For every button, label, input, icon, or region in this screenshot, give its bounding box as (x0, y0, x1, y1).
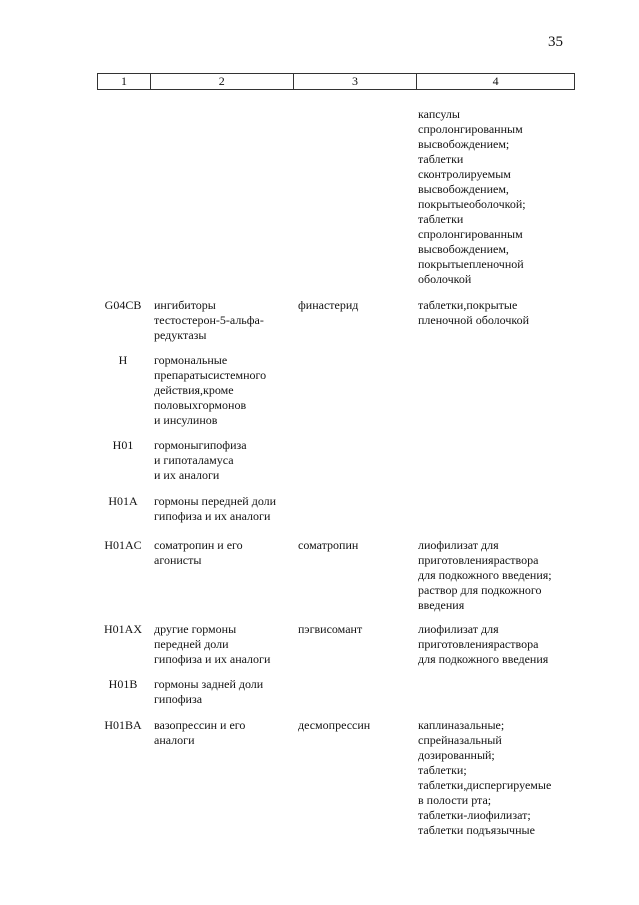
drug-name: пэгвисомант (298, 622, 363, 636)
text-line: гипофиза (154, 692, 203, 706)
anatomical-group (154, 298, 293, 343)
drug-name: соматропин (298, 538, 359, 552)
text-line: гипофиза и их аналоги (154, 652, 271, 666)
text-line: капсулы (418, 107, 460, 121)
text-line: редуктазы (154, 328, 207, 342)
text-line: покрытыепленочной (418, 257, 524, 271)
dosage-forms (418, 107, 572, 287)
text-line: гипофиза и их аналоги (154, 509, 271, 523)
table-header (97, 73, 575, 90)
text-line: в полости рта; (418, 793, 492, 807)
text-line: таблетки-лиофилизат; (418, 808, 531, 822)
text-line: препаратысистемного (154, 368, 267, 382)
anatomical-group (154, 538, 293, 568)
text-line: гормоны задней доли (154, 677, 264, 691)
text-line: дозированный; (418, 748, 495, 762)
text-line: таблетки подъязычные (418, 823, 535, 837)
text-line: спрейназальный (418, 733, 502, 747)
anatomical-group (154, 677, 293, 707)
page-number: 35 (548, 34, 563, 50)
text-line: для подкожного введения (418, 652, 549, 666)
anatomical-group (154, 438, 293, 483)
header-col-4: 4 (417, 74, 575, 89)
text-line: для подкожного введения; (418, 568, 552, 582)
text-line: и гипоталамуса (154, 453, 234, 467)
text-line: раствор для подкожного (418, 583, 542, 597)
text-line: действия,кроме (154, 383, 234, 397)
header-col-3: 3 (294, 74, 418, 89)
text-line: спролонгированным (418, 227, 523, 241)
text-line: введения (418, 598, 465, 612)
anatomical-group (154, 353, 293, 428)
text-line: соматропин и его (154, 538, 243, 552)
text-line: таблетки,покрытые (418, 298, 518, 312)
drug-name: десмопрессин (298, 718, 371, 732)
text-line: передней доли (154, 637, 229, 651)
text-line: спролонгированным (418, 122, 523, 136)
atc-code: H01 (112, 438, 134, 452)
text-line: гормоныгипофиза (154, 438, 247, 452)
dosage-forms (418, 538, 572, 613)
dosage-forms (418, 298, 572, 328)
text-line: лиофилизат для (418, 622, 499, 636)
drug-name: финастерид (298, 298, 359, 312)
text-line: высвобождением, (418, 242, 509, 256)
text-line: приготовленияраствора (418, 553, 539, 567)
text-line: высвобождением; (418, 137, 510, 151)
text-line: таблетки,диспергируемые (418, 778, 552, 792)
text-line: агонисты (154, 553, 202, 567)
anatomical-group (154, 622, 293, 667)
atc-code: H01BA (104, 718, 142, 732)
atc-code: H01A (108, 494, 138, 508)
text-line: оболочкой (418, 272, 472, 286)
text-line: гормоны передней доли (154, 494, 277, 508)
text-line: половыхгормонов (154, 398, 247, 412)
header-col-1: 1 (98, 74, 151, 89)
text-line: и инсулинов (154, 413, 218, 427)
header-col-2: 2 (151, 74, 294, 89)
text-line: таблетки; (418, 763, 467, 777)
text-line: тестостерон-5-альфа- (154, 313, 264, 327)
text-line: таблетки (418, 212, 464, 226)
text-line: покрытыеоболочкой; (418, 197, 526, 211)
text-line: каплиназальные; (418, 718, 505, 732)
atc-code: H01B (108, 677, 138, 691)
atc-code: G04CB (104, 298, 142, 312)
text-line: таблетки (418, 152, 464, 166)
text-line: аналоги (154, 733, 195, 747)
dosage-forms (418, 622, 572, 667)
text-line: пленочной оболочкой (418, 313, 530, 327)
atc-code: H01AC (104, 538, 142, 552)
text-line: лиофилизат для (418, 538, 499, 552)
text-line: приготовленияраствора (418, 637, 539, 651)
text-line: сконтролируемым (418, 167, 511, 181)
text-line: другие гормоны (154, 622, 237, 636)
atc-code: H01AX (104, 622, 142, 636)
dosage-forms (418, 718, 572, 838)
anatomical-group (154, 718, 293, 748)
anatomical-group (154, 494, 293, 524)
text-line: и их аналоги (154, 468, 220, 482)
text-line: ингибиторы (154, 298, 216, 312)
atc-code: H (118, 353, 128, 367)
text-line: высвобождением, (418, 182, 509, 196)
text-line: гормональные (154, 353, 228, 367)
text-line: вазопрессин и его (154, 718, 246, 732)
